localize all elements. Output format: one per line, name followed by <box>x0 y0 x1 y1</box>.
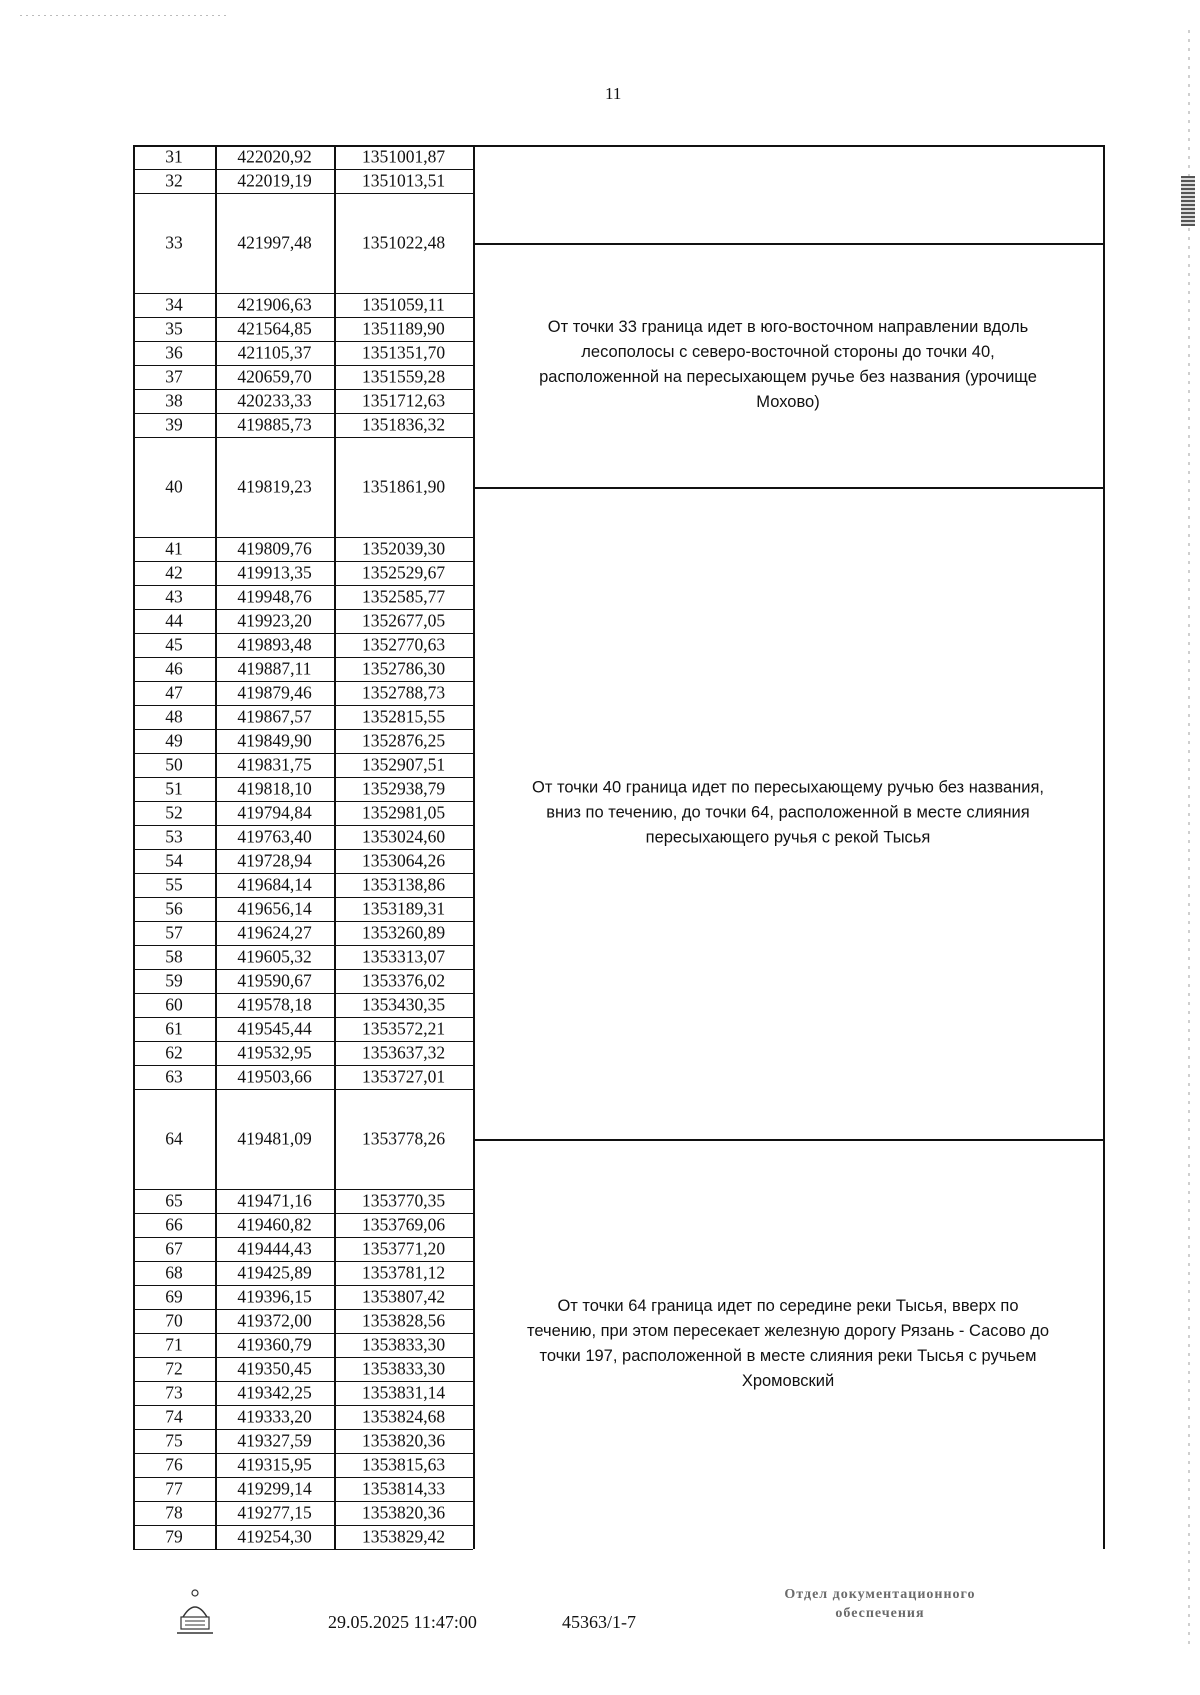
coord-x: 421906,63 <box>237 294 312 315</box>
table-row-line <box>133 1549 473 1550</box>
point-number: 52 <box>165 802 183 823</box>
coord-y: 1351001,87 <box>361 146 446 167</box>
point-number: 67 <box>165 1238 183 1259</box>
coord-y: 1353831,14 <box>361 1382 446 1403</box>
point-number: 49 <box>165 730 183 751</box>
description-separator <box>473 243 1103 245</box>
coord-x: 419684,14 <box>237 874 312 895</box>
coord-x: 419948,76 <box>237 586 312 607</box>
coord-x: 419460,82 <box>237 1214 312 1235</box>
point-number: 56 <box>165 898 183 919</box>
description-line: вниз по течению, до точки 64, расположенной в месте слияния <box>546 803 1030 822</box>
description-line: течению, при этом пересекает железную дорогу Рязань - Сасово до <box>526 1322 1050 1340</box>
point-number: 51 <box>165 778 183 799</box>
coord-y: 1352907,51 <box>361 754 446 775</box>
table-vline <box>133 145 135 1549</box>
point-number: 43 <box>165 586 183 607</box>
table-row-line <box>133 437 473 438</box>
boundary-description <box>481 776 1095 851</box>
point-number: 57 <box>165 922 183 943</box>
point-number: 66 <box>165 1214 183 1235</box>
description-line: расположенной на пересыхающем ручье без названия (урочище <box>539 368 1037 386</box>
coord-x: 419819,23 <box>237 476 312 497</box>
point-number: 50 <box>165 754 183 775</box>
coord-x: 419444,43 <box>237 1238 312 1259</box>
coord-x: 419277,15 <box>237 1502 312 1523</box>
coord-x: 419532,95 <box>237 1042 312 1063</box>
coord-y: 1353313,07 <box>361 946 446 967</box>
table-row-line <box>133 1089 473 1090</box>
coord-y: 1352938,79 <box>361 778 446 799</box>
coord-y: 1352876,25 <box>361 730 446 751</box>
coord-x: 419923,20 <box>237 610 312 631</box>
point-number: 76 <box>165 1454 183 1475</box>
coord-y: 1353727,01 <box>361 1066 446 1087</box>
point-number: 73 <box>165 1382 183 1403</box>
coord-x: 419893,48 <box>237 634 312 655</box>
coord-x: 419624,27 <box>237 922 312 943</box>
description-line: Хромовский <box>741 1372 835 1390</box>
coord-y: 1353064,26 <box>361 850 446 871</box>
coord-y: 1353430,35 <box>361 994 446 1015</box>
coord-y: 1353572,21 <box>361 1018 446 1039</box>
coord-x: 419809,76 <box>237 538 312 559</box>
coord-x: 419360,79 <box>237 1334 312 1355</box>
coord-x: 419481,09 <box>237 1128 312 1149</box>
point-number: 65 <box>165 1190 183 1211</box>
coord-x: 419728,94 <box>237 850 312 871</box>
coord-y: 1351559,28 <box>361 366 446 387</box>
coord-y: 1352529,67 <box>361 562 446 583</box>
page-number: 11 <box>605 84 622 103</box>
coord-y: 1351712,63 <box>361 390 446 411</box>
coord-y: 1353833,30 <box>361 1334 446 1355</box>
boundary-description <box>481 1294 1095 1394</box>
point-number: 37 <box>165 366 183 387</box>
description-separator <box>473 1139 1103 1141</box>
coord-y: 1352981,05 <box>361 802 446 823</box>
coord-y: 1353778,26 <box>361 1128 446 1149</box>
coord-x: 419818,10 <box>237 778 312 799</box>
coord-y: 1351022,48 <box>361 232 446 253</box>
footer-timestamp: 29.05.2025 11:47:00 <box>328 1612 477 1632</box>
coord-y: 1353815,63 <box>361 1454 446 1475</box>
coord-x: 421997,48 <box>237 232 312 253</box>
coord-y: 1352677,05 <box>361 610 446 631</box>
coord-x: 419471,16 <box>237 1190 312 1211</box>
point-number: 53 <box>165 826 183 847</box>
coord-x: 419879,46 <box>237 682 312 703</box>
coord-x: 419503,66 <box>237 1066 312 1087</box>
point-number: 32 <box>165 170 183 191</box>
coord-x: 419887,11 <box>237 658 312 679</box>
coord-x: 419885,73 <box>237 414 312 435</box>
coord-y: 1353189,31 <box>361 898 446 919</box>
point-number: 61 <box>165 1018 183 1039</box>
emblem-logo <box>173 1587 217 1639</box>
coord-x: 420659,70 <box>237 366 312 387</box>
point-number: 77 <box>165 1478 183 1499</box>
coord-y: 1353138,86 <box>361 874 446 895</box>
table-row-line <box>133 193 473 194</box>
coord-y: 1353820,36 <box>361 1430 446 1451</box>
point-number: 59 <box>165 970 183 991</box>
table-vline <box>1103 145 1105 1549</box>
stamp-line-2: обеспечения <box>835 1606 925 1621</box>
coord-x: 419656,14 <box>237 898 312 919</box>
coord-y: 1353260,89 <box>361 922 446 943</box>
coord-y: 1352039,30 <box>361 538 446 559</box>
coord-x: 419794,84 <box>237 802 312 823</box>
point-number: 44 <box>165 610 183 631</box>
point-number: 62 <box>165 1042 183 1063</box>
point-number: 36 <box>165 342 183 363</box>
coord-y: 1353024,60 <box>361 826 446 847</box>
point-number: 40 <box>165 476 183 497</box>
coord-x: 419849,90 <box>237 730 312 751</box>
coord-x: 419545,44 <box>237 1018 312 1039</box>
coord-x: 419831,75 <box>237 754 312 775</box>
scan-right-edge <box>1188 30 1190 1650</box>
coord-y: 1353376,02 <box>361 970 446 991</box>
point-number: 45 <box>165 634 183 655</box>
coord-y: 1353824,68 <box>361 1406 446 1427</box>
coord-y: 1352786,30 <box>361 658 446 679</box>
coord-x: 419763,40 <box>237 826 312 847</box>
coord-x: 419605,32 <box>237 946 312 967</box>
coord-x: 422020,92 <box>237 146 312 167</box>
coord-x: 419590,67 <box>237 970 312 991</box>
coord-y: 1353769,06 <box>361 1214 446 1235</box>
point-number: 38 <box>165 390 183 411</box>
table-vline <box>215 145 217 1549</box>
description-line: пересыхающего ручья с рекой Тысья <box>645 828 931 847</box>
coord-x: 419372,00 <box>237 1310 312 1331</box>
coord-y: 1353781,12 <box>361 1262 446 1283</box>
point-number: 75 <box>165 1430 183 1451</box>
coord-x: 420233,33 <box>237 390 312 411</box>
point-number: 70 <box>165 1310 183 1331</box>
point-number: 46 <box>165 658 183 679</box>
coord-x: 421564,85 <box>237 318 312 339</box>
coord-y: 1353771,20 <box>361 1238 446 1259</box>
coord-y: 1352585,77 <box>361 586 446 607</box>
coord-x: 419315,95 <box>237 1454 312 1475</box>
description-line: От точки 40 граница идет по пересыхающему ручью без названия, <box>532 778 1044 797</box>
coord-x: 419578,18 <box>237 994 312 1015</box>
coord-y: 1353814,33 <box>361 1478 446 1499</box>
coord-x: 419299,14 <box>237 1478 312 1499</box>
coord-y: 1352770,63 <box>361 634 446 655</box>
footer-doc-number: 45363/1-7 <box>562 1612 636 1632</box>
coord-x: 419327,59 <box>237 1430 312 1451</box>
coord-y: 1353770,35 <box>361 1190 446 1211</box>
point-number: 48 <box>165 706 183 727</box>
point-number: 35 <box>165 318 183 339</box>
description-line: Мохово) <box>756 393 820 411</box>
coord-y: 1353637,32 <box>361 1042 446 1063</box>
coord-x: 419350,45 <box>237 1358 312 1379</box>
description-line: точки 197, расположенной в месте слияния реки Тысья с ручьем <box>539 1347 1037 1365</box>
coord-x: 419396,15 <box>237 1286 312 1307</box>
point-number: 60 <box>165 994 183 1015</box>
point-number: 47 <box>165 682 183 703</box>
coord-x: 421105,37 <box>237 342 312 363</box>
point-number: 31 <box>165 146 183 167</box>
coord-x: 419425,89 <box>237 1262 312 1283</box>
coord-y: 1352815,55 <box>361 706 446 727</box>
coord-x: 419913,35 <box>237 562 312 583</box>
coord-x: 419254,30 <box>237 1526 312 1547</box>
table-vline <box>473 145 475 1549</box>
point-number: 72 <box>165 1358 183 1379</box>
coord-y: 1351189,90 <box>362 318 445 339</box>
point-number: 71 <box>165 1334 183 1355</box>
point-number: 78 <box>165 1502 183 1523</box>
coord-y: 1351836,32 <box>361 414 446 435</box>
point-number: 33 <box>165 232 183 253</box>
point-number: 54 <box>165 850 183 871</box>
coord-y: 1353820,36 <box>361 1502 446 1523</box>
table-vline <box>334 145 336 1549</box>
coord-y: 1353833,30 <box>361 1358 446 1379</box>
coord-x: 419867,57 <box>237 706 312 727</box>
coord-y: 1351059,11 <box>362 294 445 315</box>
description-line: От точки 64 граница идет по середине реки Тысья, вверх по <box>557 1297 1019 1315</box>
coord-y: 1351013,51 <box>361 170 446 191</box>
scan-barcode-mark <box>1181 176 1195 226</box>
coord-y: 1351861,90 <box>361 476 446 497</box>
scan-dotted-edge <box>20 15 230 16</box>
boundary-description <box>481 315 1095 415</box>
point-number: 79 <box>165 1526 183 1547</box>
coord-y: 1353829,42 <box>361 1526 446 1547</box>
point-number: 41 <box>165 538 183 559</box>
coord-y: 1353828,56 <box>361 1310 446 1331</box>
description-line: От точки 33 граница идет в юго-восточном направлении вдоль <box>547 318 1029 336</box>
description-line: лесополосы с северо-восточной стороны до точки 40, <box>581 343 995 361</box>
point-number: 42 <box>165 562 183 583</box>
point-number: 55 <box>165 874 183 895</box>
stamp-line-1: Отдел документационного <box>784 1587 976 1602</box>
coordinates-table <box>133 145 1103 1551</box>
coord-y: 1351351,70 <box>361 342 446 363</box>
coord-y: 1352788,73 <box>361 682 446 703</box>
point-number: 39 <box>165 414 183 435</box>
point-number: 74 <box>165 1406 183 1427</box>
point-number: 34 <box>165 294 183 315</box>
coord-x: 419333,20 <box>237 1406 312 1427</box>
coord-x: 422019,19 <box>237 170 312 191</box>
point-number: 58 <box>165 946 183 967</box>
department-stamp <box>730 1585 1030 1623</box>
point-number: 69 <box>165 1286 183 1307</box>
point-number: 64 <box>165 1128 183 1149</box>
point-number: 68 <box>165 1262 183 1283</box>
coord-x: 419342,25 <box>237 1382 312 1403</box>
coord-y: 1353807,42 <box>361 1286 446 1307</box>
description-separator <box>473 487 1103 489</box>
point-number: 63 <box>165 1066 183 1087</box>
